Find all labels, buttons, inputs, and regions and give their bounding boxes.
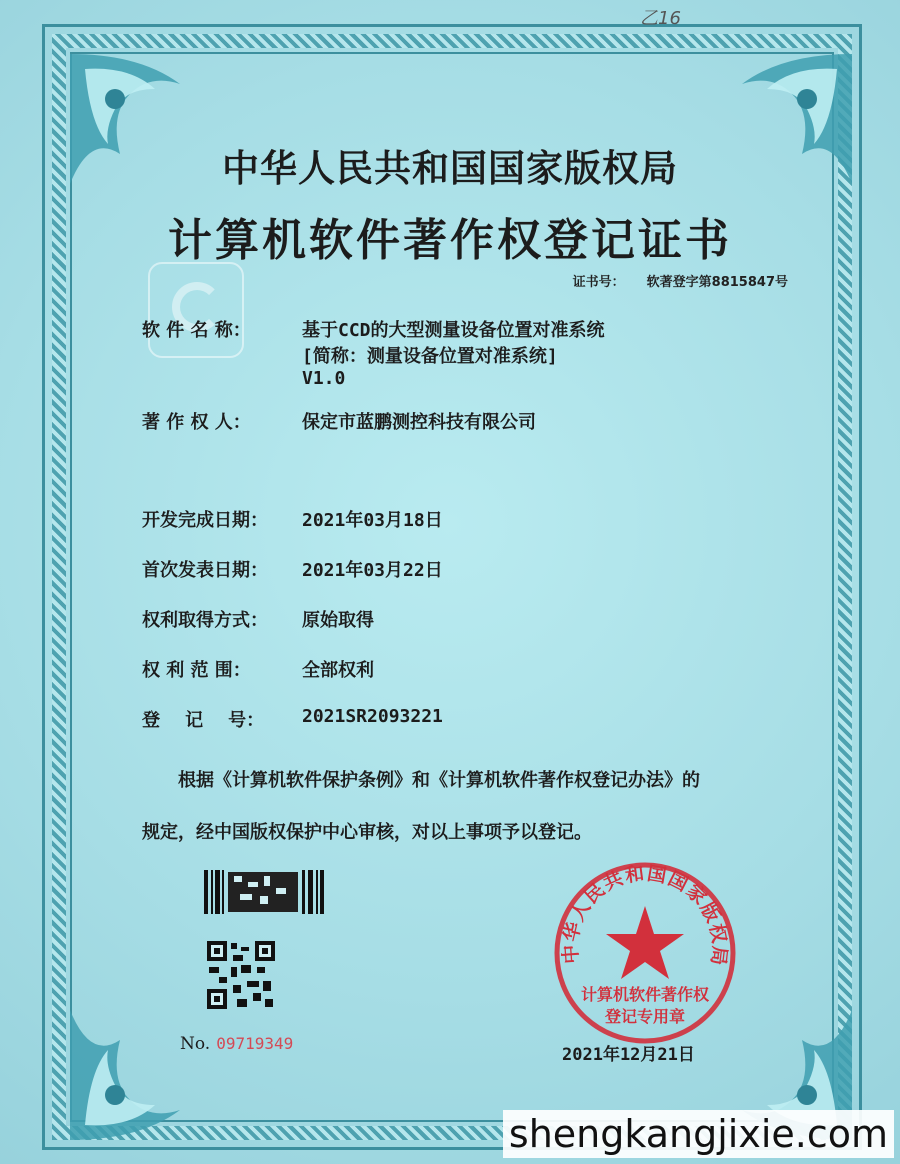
field-value: 保定市蓝鹏测控科技有限公司 <box>302 412 536 433</box>
field-value: 2021年03月18日 <box>302 510 443 531</box>
certificate-number <box>573 271 788 290</box>
field-value: 2021SR2093221 <box>302 706 443 727</box>
site-watermark: shengkangjixie.com <box>503 1110 894 1158</box>
handwritten-note: 乙16 <box>640 8 681 29</box>
field-label: 著 作 权 人： <box>142 412 251 433</box>
software-short-name-line: [简称：测量设备位置对准系统] <box>302 346 558 367</box>
certificate-number-value: 软著登字第8815847号 <box>646 275 788 290</box>
barcode-icon <box>204 870 324 914</box>
field-value <box>302 316 605 394</box>
field-label: 权利取得方式： <box>142 610 268 631</box>
field-value: 2021年03月22日 <box>302 560 443 581</box>
seal-ring-text: 中华人民共和国国家版权局 <box>559 862 731 968</box>
field-label: 首次发表日期： <box>142 560 268 581</box>
field-value: 全部权利 <box>302 660 374 681</box>
software-version-line: V1.0 <box>302 368 346 389</box>
certificate-title: 计算机软件著作权登记证书 <box>168 215 732 266</box>
field-label: 登 记 号： <box>142 710 265 731</box>
software-name-line: 基于CCD的大型测量设备位置对准系统 <box>302 320 605 341</box>
field-label: 开发完成日期： <box>142 510 268 531</box>
field-label: 权 利 范 围： <box>142 660 251 681</box>
seal-text-line-1: 计算机软件著作权 <box>580 985 709 1004</box>
agency-title: 中华人民共和国国家版权局 <box>222 146 678 190</box>
issue-date: 2021年12月21日 <box>562 1045 695 1065</box>
seal-text-line-2: 登记专用章 <box>604 1007 685 1026</box>
qr-code-icon <box>207 941 275 1009</box>
serial-number <box>180 1034 293 1054</box>
statement-line-1: 根据《计算机软件保护条例》和《计算机软件著作权登记办法》的 <box>178 770 700 791</box>
field-label: 软 件 名 称： <box>142 320 251 341</box>
statement-line-2: 规定，经中国版权保护中心审核，对以上事项予以登记。 <box>142 822 592 843</box>
field-value: 原始取得 <box>302 610 374 631</box>
serial-label: No. <box>180 1034 211 1054</box>
copyright-watermark-icon <box>148 262 244 358</box>
certificate-number-label: 证书号： <box>572 275 625 290</box>
corner-ornament-icon <box>60 1000 210 1150</box>
serial-value: 09719349 <box>216 1034 294 1053</box>
